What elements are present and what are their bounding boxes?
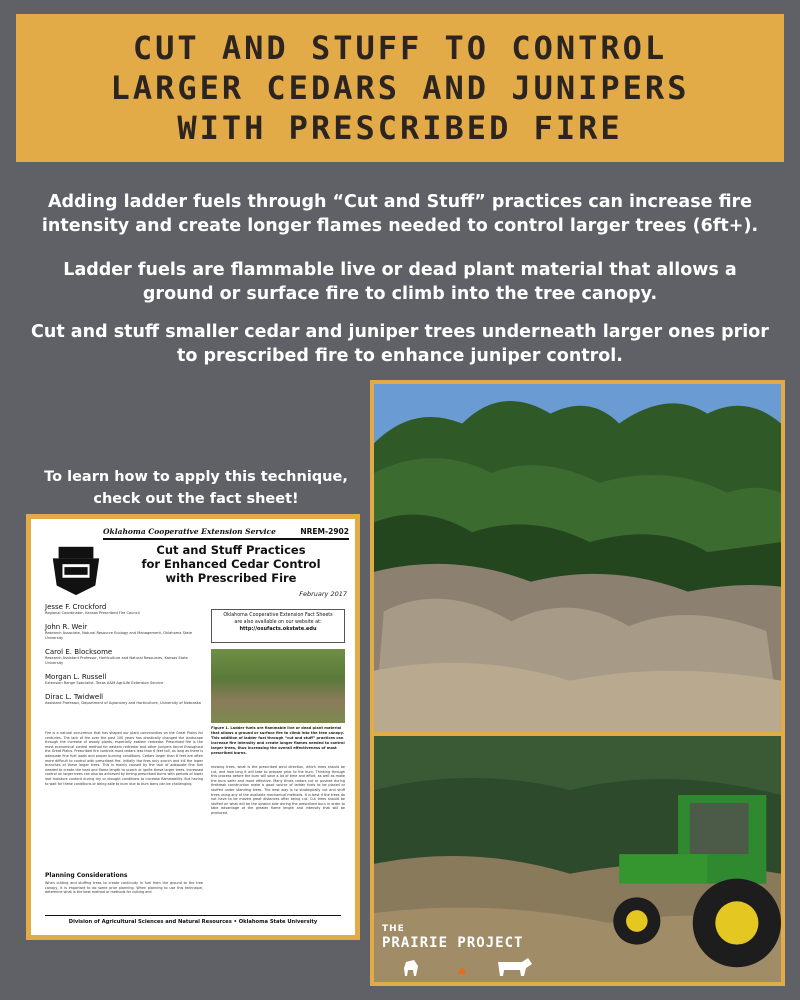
author-name: Dirac L. Twidwell [45, 693, 104, 701]
author-title: Extension Range Specialist, Texas A&M AgriLife Extension Service [45, 681, 164, 685]
title-line-2: LARGER CEDARS AND JUNIPERS [110, 69, 690, 107]
title-banner [16, 14, 784, 162]
brand-the: THE [382, 924, 405, 934]
fact-sheet-footer: Division of Agricultural Sciences and Natural Resources • Oklahoma State University [68, 919, 318, 925]
prairie-project-logo [380, 920, 560, 982]
fact-sheet-title-line: for Enhanced Cedar Control [141, 557, 321, 571]
author [45, 693, 205, 706]
figure-1-caption: Figure 1. Ladder fuels are flammable live or dead plant material that allows a ground or surface fire to climb into the tree canopy. This addition of ladder fuel through “cut and stuff” practices can increase fire intensity and create longer flames needed to control larger trees, thus increasing the overall effectiveness of most prescribed burns. [211, 726, 345, 755]
fact-sheet-title-line: Cut and Stuff Practices [156, 543, 306, 557]
ladder-fuel-cedar-photo [370, 380, 785, 736]
ladder-fuels-definition: Ladder fuels are flammable live or dead plant material that allows a ground or surface fire to climb into the tree canopy. [63, 260, 737, 304]
author-name: Morgan L. Russell [45, 673, 107, 681]
cut-and-stuff-instruction: Cut and stuff smaller cedar and juniper trees underneath larger ones prior to prescribed fire to enhance juniper control. [31, 322, 769, 366]
author-name: John R. Weir [45, 623, 88, 631]
author [45, 673, 205, 686]
fact-sheet-header [43, 527, 349, 599]
author [45, 648, 205, 666]
author-title: Research Associate, Natural Resource Ecology and Management, Oklahoma State University [45, 631, 193, 640]
fact-sheet-preview[interactable] [26, 514, 360, 940]
author [45, 603, 205, 616]
website-url-link[interactable]: http://osufacts.okstate.edu [239, 626, 317, 632]
body-text-column-1: Fire is a natural occurrence that has shaped our plant communities on the Great Plains for centuries. The lack of fire over the past 100 years has drastically changed the landscape through the increase of woody plants, especially eastern redcedar. Prescribed fire is the most economical control method for eastern redcedar and other junipers found throughout the Great Plains. Prescribed fire controls most cedars less than 6 feet tall, as long as there is adequate fine fuel loads and proper burning conditions. Cedars larger than 6 feet are often more difficult to control with prescribed fire. Initially the fires only scorch and kill the lower branches of these larger trees. This is mainly caused by the lack of adequate fine fuel needed to create the heat and flame length to scorch or ignite these larger trees. Increased control on larger trees can also be achieved by timing prescribed burns with periods of lower leaf moisture content during dry or drought conditions to increase flammability. But having to wait for these conditions or being able to burn due to burn bans can be challenging. [45, 731, 204, 786]
header-rule [103, 538, 349, 540]
title-line-3: WITH PRESCRIBED FIRE [177, 109, 623, 147]
fact-sheet-date: February 2017 [299, 590, 347, 598]
author-list [45, 603, 205, 713]
goat-and-cow-icon [398, 956, 538, 980]
figure-1-photo [211, 649, 345, 723]
cta-line-2: check out the fact sheet! [93, 491, 299, 507]
author-title: Research Assistant Professor, Horticulture and Natural Resources, Kansas State University [45, 656, 188, 665]
footer-rule [45, 915, 341, 916]
cta-line-1: To learn how to apply this technique, [44, 469, 348, 485]
author-title: Assistant Professor, Department of Agronomy and Horticulture, University of Nebraska [45, 701, 201, 705]
planning-considerations-heading: Planning Considerations [45, 872, 128, 879]
fact-sheet-call-to-action [26, 466, 366, 510]
extension-service-name: Oklahoma Cooperative Extension Service [103, 527, 276, 536]
fact-sheet-title [113, 543, 349, 585]
fact-sheet-code: NREM-2902 [300, 527, 349, 536]
website-box-line: Oklahoma Cooperative Extension Fact Sheets [223, 613, 333, 618]
author-name: Jesse F. Crockford [45, 603, 107, 611]
fact-sheet-title-line: with Prescribed Fire [165, 571, 297, 585]
website-box-line: are also available on our website at: [234, 619, 322, 625]
author [45, 623, 205, 641]
planning-considerations-text: When cutting and stuffing trees to create continuity in fuel from the ground to the tree canopy, it is important to do some prior planning. When planning to use this technique, determine what is the best method or methods for cutting and [45, 881, 203, 895]
brand-name: PRAIRIE PROJECT [382, 935, 524, 951]
website-info-box [211, 609, 345, 643]
author-name: Carol E. Blocksome [45, 648, 113, 656]
title-line-1: CUT AND STUFF TO CONTROL [132, 29, 668, 67]
osu-state-logo-icon [47, 541, 105, 599]
intro-paragraph: Adding ladder fuels through “Cut and Stuff” practices can increase fire intensity and create longer flames needed to control larger trees (6ft+). [41, 192, 759, 236]
body-text-column-2: mowing trees, what is the prescribed wind direction, which trees should be cut, and how long it will take to prepare prior to the burn. Thinking through this process before the burn will save a lot of time and effort, as well as make the burn safer and more effective. Many times cedars cut or pushed during firebreak construction make a good source of ladder fuels to be placed or stuffed under standing trees. The best way is to strategically cut and stuff trees using any of the available mechanical methods. It is best if the trees do not have to be moved great distances after being cut. Cut trees should be stuffed on what will be the upwind side during the prescribed burn in order to take advantage of the greater flame length and intensity that will be produced. [211, 765, 345, 815]
author-title: Regional Coordinator, Kansas Prescribed Fire Council [45, 611, 140, 615]
cedar-trees-image [374, 384, 781, 732]
